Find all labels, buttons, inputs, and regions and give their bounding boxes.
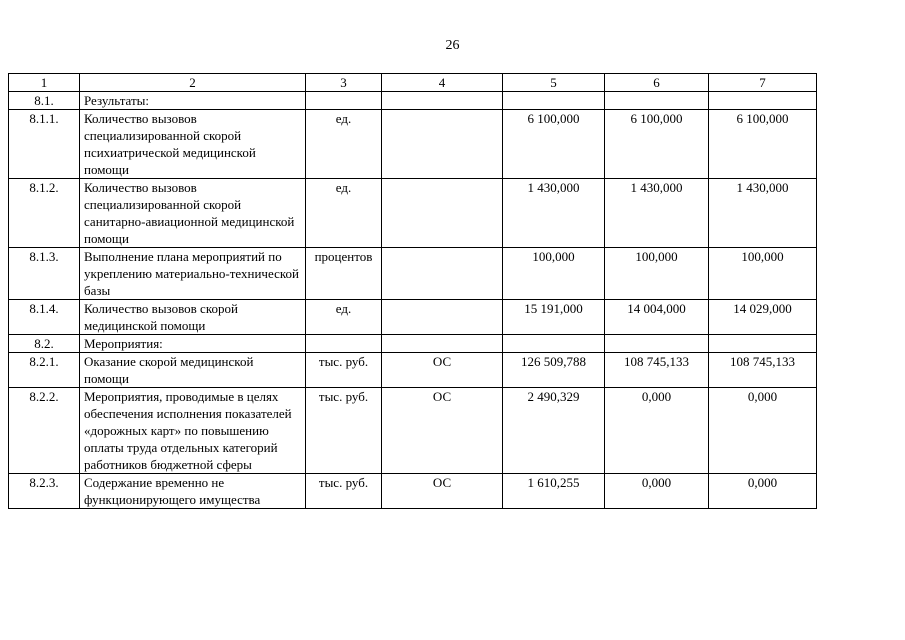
row-number: 8.1.1. (9, 110, 80, 179)
row-number: 8.1.2. (9, 179, 80, 248)
row-value-5: 126 509,788 (503, 353, 605, 388)
row-value-6: 100,000 (605, 248, 709, 300)
table-row (9, 335, 817, 353)
row-value-6: 108 745,133 (605, 353, 709, 388)
row-value-5: 6 100,000 (503, 110, 605, 179)
row-name: Выполнение плана мероприятий по укреплению материально-технической базы (80, 248, 306, 300)
data-table (8, 73, 817, 509)
row-source (382, 335, 503, 353)
row-unit: ед. (306, 300, 382, 335)
row-value-7: 100,000 (709, 248, 817, 300)
table-header-row (9, 74, 817, 92)
table-row (9, 474, 817, 509)
row-value-5: 15 191,000 (503, 300, 605, 335)
column-header: 1 (9, 74, 80, 92)
row-name: Результаты: (80, 92, 306, 110)
row-value-6: 1 430,000 (605, 179, 709, 248)
row-unit: тыс. руб. (306, 474, 382, 509)
row-value-6 (605, 92, 709, 110)
row-value-7: 6 100,000 (709, 110, 817, 179)
table-row (9, 92, 817, 110)
column-header: 3 (306, 74, 382, 92)
table-row (9, 300, 817, 335)
column-header: 2 (80, 74, 306, 92)
table-row (9, 179, 817, 248)
row-number: 8.1. (9, 92, 80, 110)
row-name: Оказание скорой медицинской помощи (80, 353, 306, 388)
row-value-6: 14 004,000 (605, 300, 709, 335)
row-value-6 (605, 335, 709, 353)
row-number: 8.2.1. (9, 353, 80, 388)
row-value-5: 100,000 (503, 248, 605, 300)
row-number: 8.1.3. (9, 248, 80, 300)
row-unit (306, 335, 382, 353)
row-value-5: 1 430,000 (503, 179, 605, 248)
row-value-7: 0,000 (709, 388, 817, 474)
column-header: 6 (605, 74, 709, 92)
column-header: 5 (503, 74, 605, 92)
row-value-5: 1 610,255 (503, 474, 605, 509)
table-row (9, 110, 817, 179)
table-row (9, 353, 817, 388)
row-unit: ед. (306, 110, 382, 179)
row-value-7: 108 745,133 (709, 353, 817, 388)
row-value-6: 0,000 (605, 474, 709, 509)
table-row (9, 388, 817, 474)
table-row (9, 248, 817, 300)
row-name: Содержание временно не функционирующего имущества (80, 474, 306, 509)
row-unit: ед. (306, 179, 382, 248)
row-source: ОС (382, 353, 503, 388)
row-unit: процентов (306, 248, 382, 300)
column-header: 4 (382, 74, 503, 92)
row-source (382, 179, 503, 248)
row-name: Мероприятия, проводимые в целях обеспечения исполнения показателей «дорожных карт» по повышению оплаты труда отдельных категорий работников бюджетной сферы (80, 388, 306, 474)
row-source (382, 248, 503, 300)
row-value-7: 0,000 (709, 474, 817, 509)
row-value-7 (709, 92, 817, 110)
row-name: Количество вызовов специализированной скорой санитарно-авиационной медицинской помощи (80, 179, 306, 248)
row-value-6: 6 100,000 (605, 110, 709, 179)
row-name: Мероприятия: (80, 335, 306, 353)
row-value-7: 14 029,000 (709, 300, 817, 335)
row-number: 8.2. (9, 335, 80, 353)
row-value-5: 2 490,329 (503, 388, 605, 474)
row-unit (306, 92, 382, 110)
row-value-7 (709, 335, 817, 353)
row-source (382, 110, 503, 179)
row-name: Количество вызовов специализированной скорой психиатрической медицинской помощи (80, 110, 306, 179)
row-unit: тыс. руб. (306, 388, 382, 474)
page-number: 26 (445, 38, 460, 53)
row-number: 8.2.3. (9, 474, 80, 509)
row-source (382, 92, 503, 110)
row-name: Количество вызовов скорой медицинской помощи (80, 300, 306, 335)
column-header: 7 (709, 74, 817, 92)
row-number: 8.2.2. (9, 388, 80, 474)
row-value-7: 1 430,000 (709, 179, 817, 248)
row-value-5 (503, 92, 605, 110)
row-unit: тыс. руб. (306, 353, 382, 388)
row-value-6: 0,000 (605, 388, 709, 474)
row-value-5 (503, 335, 605, 353)
row-source: ОС (382, 388, 503, 474)
row-source: ОС (382, 474, 503, 509)
row-source (382, 300, 503, 335)
row-number: 8.1.4. (9, 300, 80, 335)
